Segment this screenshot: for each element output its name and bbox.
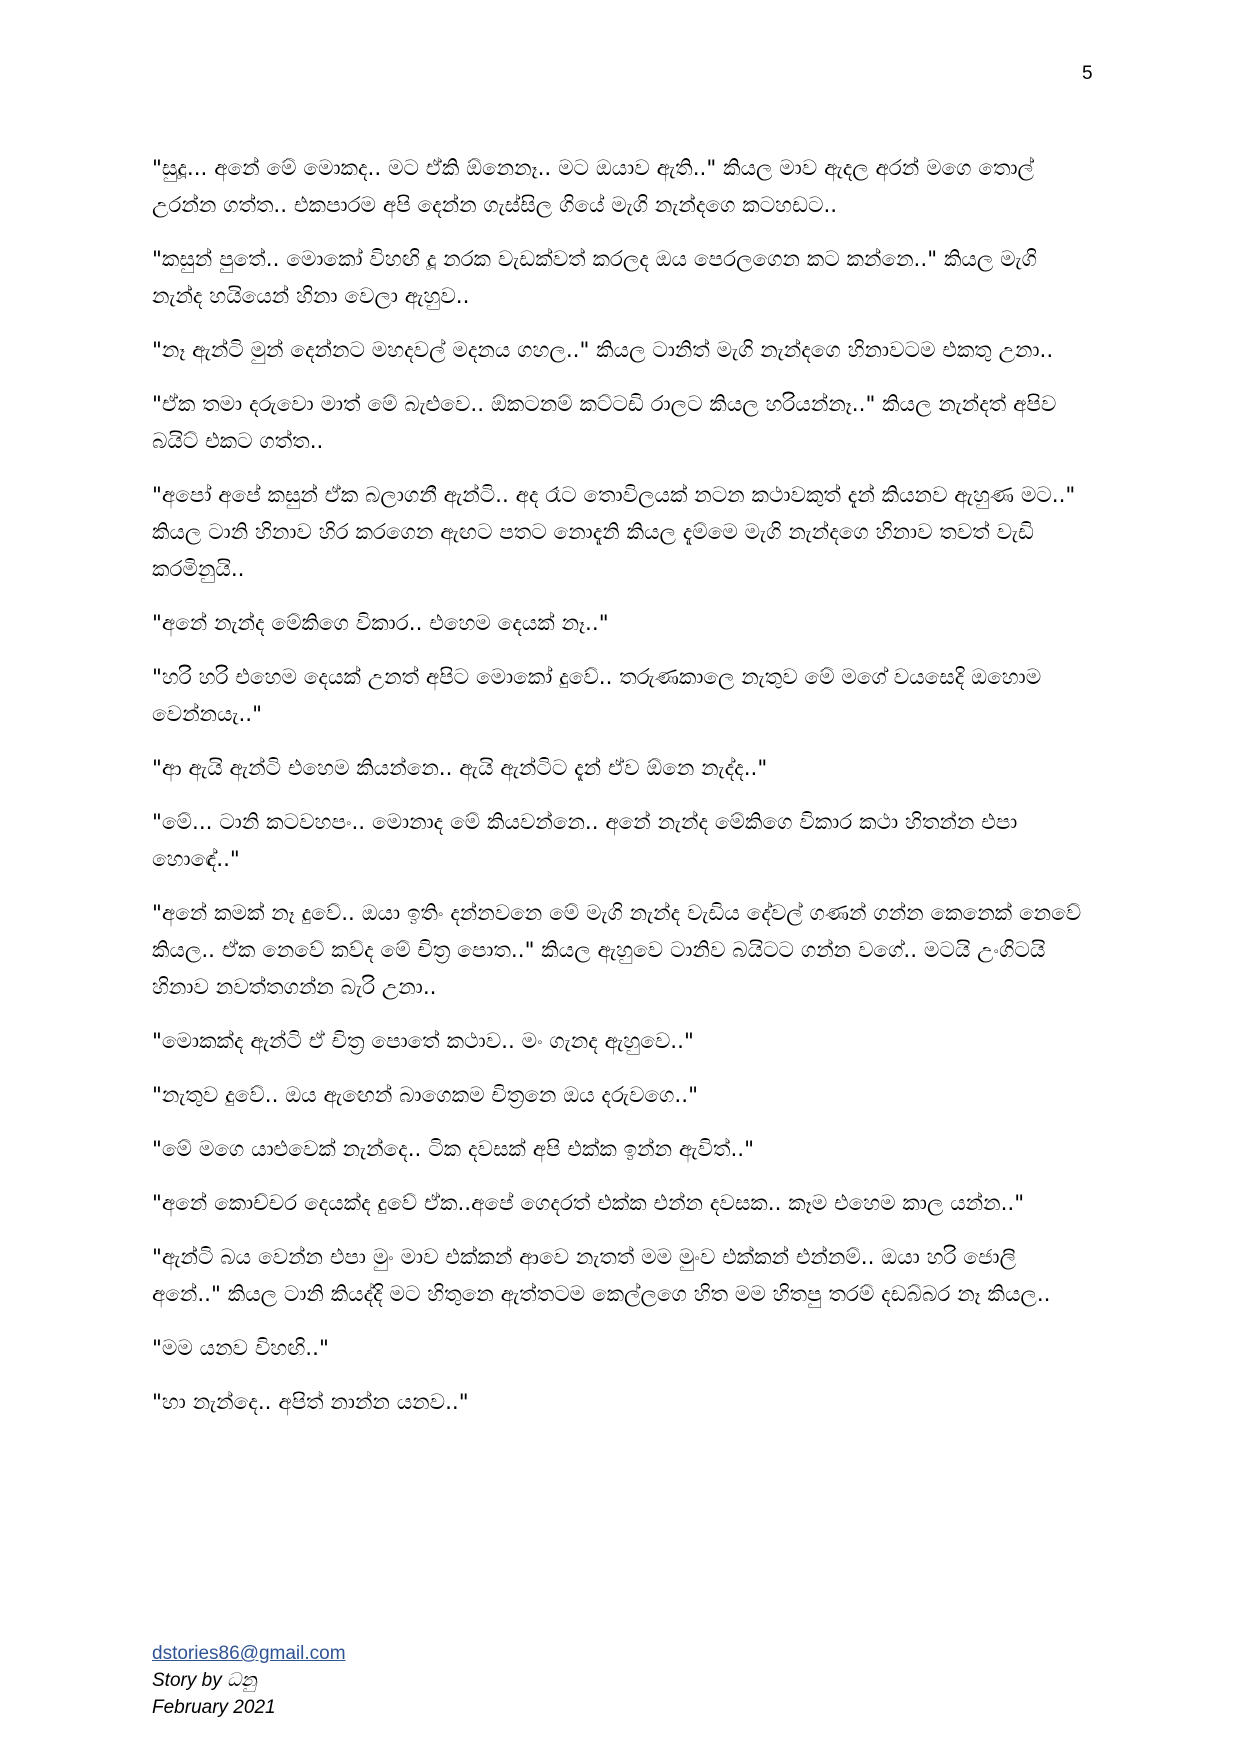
paragraph-10: "අනේ කමක් නෑ දුවේ.. ඔයා ඉතිං දන්නවනෙ මේ මැගි නැන්ද වැඩිය දේවල් ගණන් ගන්න කෙනෙක් නෙවේ කියල.. ඒක නෙවේ කව්ද මේ චිත්‍ර පොත.." කියල ඇහුවෙ ටානිව බයිටට ගන්න වගේ.. මටයි උංගිටයි හිනාව නවත්තගන්න බැරි උනා.. [152, 901, 1082, 1000]
paragraph-4: "ඒක තමා දරුවො මාත් මේ බැළුවෙ.. ඕකටනම් කට්ටඩි රාලට කියල හරියන්නෑ.." කියල නැන්දත් අපිව බයිට් එකට ගත්ත.. [152, 392, 1057, 454]
paragraph-9: "මේ... ටානි කටවහපං.. මොනාද මේ කියවන්නෙ.. අනේ නැන්ද මේකිගෙ විකාර කථා හිතන්න එපා හොඳේ.." [152, 810, 1018, 872]
paragraph-3: "නෑ ඇන්ටි මුන් දෙන්නට මහදවල් මදනය ගහල.." කියල ටානිත් මැගි නැන්දගෙ හිනාවටම එකතු උනා.. [152, 338, 1054, 363]
paragraph-13: "මේ මගෙ යාළුවෙක් නැන්දෙ.. ටික දවසක් අපි එක්ක ඉන්න ඇවිත්.." [152, 1137, 755, 1162]
story-body [152, 150, 1088, 1438]
page-number: 5 [1082, 63, 1093, 84]
paragraph-12: "නැතුව දුවේ.. ඔය ඇඟෙන් බාගෙකම චිත්‍රනෙ ඔය දරුවගෙ.." [152, 1083, 698, 1108]
page-footer [152, 1640, 346, 1721]
paragraph-14: "අනේ කොච්චර දෙයක්ද දුවේ ඒක..අපේ ගෙදරත් එක්ක එන්න දවසක.. කෑම එහෙම කාල යන්න.." [152, 1191, 1025, 1216]
paragraph-17: "හා නැන්දෙ.. අපිත් නාන්න යනව.." [152, 1390, 469, 1415]
paragraph-6: "අනේ නැන්ද මේකිගෙ විකාර.. එහෙම දෙයක් නෑ.." [152, 611, 609, 636]
publication-date: February 2021 [152, 1697, 276, 1718]
paragraph-1: "සුදූ... අනේ මේ මොකද.. මට ඒකි ඕනෙනෑ.. මට ඔයාව ඇති.." කියල මාව ඇදල අරන් මගෙ තොල් උරන්න ගත්ත.. එකපාරම අපි දෙන්න ගැස්සිල ගියේ මැගි නැන්දගෙ කටහඩට.. [152, 156, 1034, 218]
paragraph-8: "ආ ඇයි ඇන්ටි එහෙම කියන්නෙ.. ඇයි ඇන්ටිට දැන් ඒව ඕනෙ නැද්ද.." [152, 756, 768, 781]
email-link[interactable]: dstories86@gmail.com [152, 1643, 346, 1664]
paragraph-15: "ඇන්ටි බය වෙන්න එපා මුං මාව එක්කන් ආවෙ නැතත් මම මුංව එක්කන් එන්නම්.. ඔයා හරි ජොලි අනේ.." කියල ටානි කියද්දි මට හිතුනෙ ඇත්තටම කෙල්ලගෙ හිත මම හිතපු තරම් දඩබ්බර නෑ කියල.. [152, 1245, 1051, 1307]
paragraph-2: "කසුන් පුතේ.. මොකෝ විහඟි දූ නරක වැඩක්වත් කරලද ඔය පෙරලගෙන කට කන්නෙ.." කියල මැගි නැන්ද හයියෙන් හිනා වෙලා ඇහුව.. [152, 247, 1037, 309]
paragraph-5: "අපෝ අපේ කසුන් ඒක බලාගනී ඇන්ටි.. අද රෑට තොවිලයක් නටන කථාවකුත් දැන් කියනව ඇහුණ මට.." කියල ටානි හිනාව හිර කරගෙන ඇඟට පතට නොදැනි කියල දැම්මෙ මැගි නැන්දගෙ හිනාව තවත් වැඩි කරමිනුයි.. [152, 483, 1076, 582]
paragraph-11: "මොකක්ද ඇන්ටි ඒ චිත්‍ර පොතේ කථාව.. මං ගැනද ඇහුවෙ.." [152, 1029, 694, 1054]
story-by-credit: Story by ධනු [152, 1670, 257, 1691]
paragraph-7: "හරි හරි එහෙම දෙයක් උනත් අපිට මොකෝ දුවේ.. තරුණකාලෙ නැතුව මේ මගේ වයසෙදි ඔහොම වෙන්නයැ.." [152, 665, 1042, 727]
paragraph-16: "මම යනව විහඟි.." [152, 1336, 329, 1361]
